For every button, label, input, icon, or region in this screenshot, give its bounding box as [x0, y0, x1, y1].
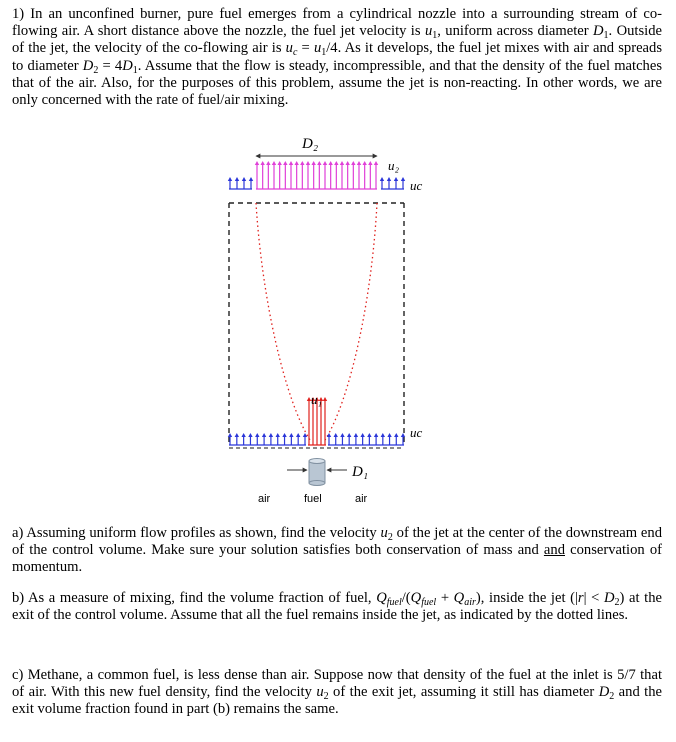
coflow-arrow	[296, 433, 300, 445]
jet-velocity-arrow	[277, 161, 281, 189]
u1-label: u₁	[311, 392, 323, 407]
coflow-arrow	[276, 433, 280, 445]
coflow-arrow	[401, 177, 405, 189]
part-b-question: b) As a measure of mixing, find the volume fraction of fuel, $Q_{fuel}/(Q_{fuel} + Q_{air})$, inside the jet $(|r| < D_2)$ at the exit of the control volume. Assume that all the fuel remains inside the jet, as indicated by the dotted lines.	[12, 590, 662, 624]
coflow-arrow	[269, 433, 273, 445]
coflow-arrow	[255, 433, 259, 445]
problem-number: 1)	[12, 6, 25, 22]
top-left-coflow-profile	[228, 177, 253, 189]
air-left-label: air	[258, 493, 271, 505]
D2-label: D₂	[302, 136, 319, 152]
jet-velocity-arrow	[260, 161, 264, 189]
D1-label: D₁	[352, 464, 369, 480]
coflow-arrow	[228, 177, 232, 189]
coflow-arrow	[387, 177, 391, 189]
jet-velocity-arrow	[323, 161, 327, 189]
jet-velocity-arrow	[374, 161, 378, 189]
uc-top-label: uc	[410, 178, 423, 193]
jet-boundary-dotted-left	[256, 203, 310, 440]
jet-velocity-arrow	[266, 161, 270, 189]
coflow-arrow	[235, 177, 239, 189]
problem-intro: 1) In an unconfined burner, pure fuel emerges from a cylindrical nozzle into a surrounding stream of co-flowing air. A short distance above the nozzle, the fuel jet velocity is $u_1$, uniform across diameter $D_1$. Outside of the jet, the velocity of the co-flowing air is $u_c = u_1/4$. As it develops, the fuel jet mixes with air and spreads to diameter $D_2 = 4D_1$. Assume that the flow is steady, incompressible, and that the density of the fuel matches that of the air. Also, for the purposes of this problem, assume the jet is non-reacting. In other words, we are only concerned with the rate of fuel/air mixing.	[12, 6, 663, 109]
coflow-arrow	[242, 177, 246, 189]
jet-velocity-arrow	[255, 161, 259, 189]
coflow-arrow	[241, 433, 245, 445]
coflow-arrow	[367, 433, 371, 445]
jet-velocity-arrow	[362, 161, 366, 189]
coflow-arrow	[387, 433, 391, 445]
coflow-arrow	[354, 433, 358, 445]
fuel-nozzle	[309, 459, 325, 486]
air-right-label: air	[355, 493, 368, 505]
top-right-coflow-profile	[380, 177, 405, 189]
jet-velocity-arrow	[345, 161, 349, 189]
fuel-label: fuel	[304, 493, 322, 505]
jet-velocity-arrow	[300, 161, 304, 189]
jet-velocity-arrow	[272, 161, 276, 189]
coflow-arrow	[340, 433, 344, 445]
coflow-arrow	[374, 433, 378, 445]
part-a-question: a) Assuming uniform flow profiles as shown, find the velocity $u_2$ of the jet at the center of the downstream end of the control volume. Make sure your solution satisfies both conservation of mass and and conservation of momentum.	[12, 525, 662, 576]
jet-velocity-arrow	[340, 161, 344, 189]
jet-velocity-arrow	[294, 161, 298, 189]
jet-velocity-arrow	[334, 161, 338, 189]
coflow-arrow	[289, 433, 293, 445]
jet-velocity-arrow	[311, 161, 315, 189]
coflow-arrow	[303, 433, 307, 445]
coflow-arrow	[347, 433, 351, 445]
coflow-arrow	[249, 177, 253, 189]
bottom-right-coflow-profile	[327, 433, 405, 445]
top-jet-velocity-profile	[255, 161, 378, 189]
coflow-arrow	[248, 433, 252, 445]
jet-boundary-dotted-right	[325, 203, 377, 440]
jet-velocity-arrow	[317, 161, 321, 189]
uc-bottom-label: uc	[410, 425, 423, 440]
u2-label: u₂	[388, 158, 400, 173]
bottom-left-coflow-profile	[228, 433, 307, 445]
jet-velocity-arrow	[351, 161, 355, 189]
coflow-arrow	[235, 433, 239, 445]
jet-velocity-arrow	[289, 161, 293, 189]
part-c-question: c) Methane, a common fuel, is less dense than air. Suppose now that density of the fuel at the inlet is 5/7 that of air. With this new fuel density, find the velocity $u_2$ of the exit jet, assuming it still has diameter $D_2$ and the exit volume fraction found in part (b) remains the same.	[12, 667, 662, 718]
coflow-arrow	[380, 177, 384, 189]
coflow-arrow	[381, 433, 385, 445]
coflow-arrow	[282, 433, 286, 445]
coflow-arrow	[360, 433, 364, 445]
coflow-arrow	[394, 177, 398, 189]
jet-velocity-arrow	[328, 161, 332, 189]
jet-velocity-arrow	[368, 161, 372, 189]
coflow-arrow	[262, 433, 266, 445]
coflow-arrow	[334, 433, 338, 445]
fuel-velocity-arrow	[323, 397, 327, 445]
jet-velocity-arrow	[357, 161, 361, 189]
jet-velocity-arrow	[306, 161, 310, 189]
coflow-arrow	[394, 433, 398, 445]
jet-velocity-arrow	[283, 161, 287, 189]
